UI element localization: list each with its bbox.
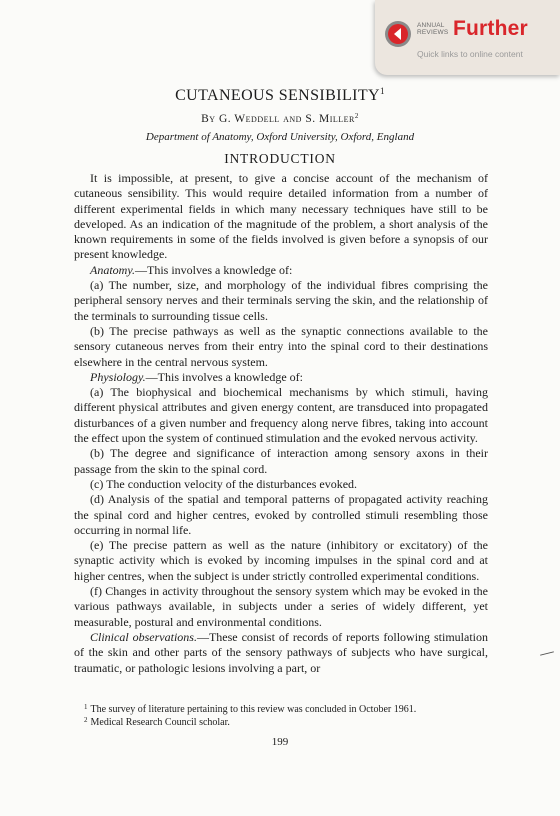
paragraph: (a) The biophysical and biochemical mechanisms by which stimuli, having different physical attributes and given energy content, are transduced into propagated disturbances of a given number and frequency along nerve fibres, taking into account the effect upon the system of continued stimulation and the evoked nervous activity. xyxy=(74,385,488,446)
badge-further-label: Further xyxy=(453,17,528,40)
annual-reviews-logo-icon xyxy=(384,20,412,48)
badge-subtitle: Quick links to online content xyxy=(417,49,523,59)
further-badge-link[interactable] xyxy=(375,0,560,75)
paragraph: Clinical observations.—These consist of records of reports following stimulation of the skin and other parts of the sensory pathways of subjects who have surgical, traumatic, or pathologic lesions involving a part, or xyxy=(74,629,489,675)
paragraph: (b) The degree and significance of interaction among sensory axons in their passage from the skin to the spinal cord. xyxy=(74,446,488,476)
article-title: CUTANEOUS SENSIBILITY$^1$ xyxy=(175,86,385,104)
margin-pen-mark xyxy=(540,651,554,655)
paragraph: (f) Changes in activity throughout the sensory system which may be evoked in the various pathways available, in subjects under a series of widely different, yet measurable, postural and environmental conditions. xyxy=(74,584,488,629)
paragraph: It is impossible, at present, to give a concise account of the mechanism of cutaneous sensibility. This would require detailed information from a number of different experimental fields in which many necessary techniques have still to be developed. As an indication of the magnitude of the problem, a short analysis of the known requirements in some of the fields involved is given before a synopsis of our present knowledge. xyxy=(74,171,488,262)
paragraph: Anatomy.—This involves a knowledge of: xyxy=(90,262,293,277)
affiliation: Department of Anatomy, Oxford University, Oxford, England xyxy=(145,131,415,143)
section-heading: INTRODUCTION xyxy=(224,151,336,166)
footnote: $^1$ The survey of literature pertaining to this review was concluded in October 1961. xyxy=(84,703,417,715)
paragraph: (e) The precise pattern as well as the nature (inhibitory or excitatory) of the synaptic activity which is evoked by incoming impulses in the spinal cord and at higher centres, when the subject is under strictly controlled experimental conditions. xyxy=(74,538,488,583)
article-body xyxy=(74,171,488,676)
paragraph: (b) The precise pathways as well as the synaptic connections available to the sensory cutaneous nerves from their entry into the spinal cord to their destinations elsewhere in the central nervous system. xyxy=(74,323,488,369)
paragraph: (a) The number, size, and morphology of the individual fibres comprising the peripheral sensory nerves and their terminals serving the skin, and the relationship of the terminals to surrounding tissue cells. xyxy=(74,278,488,323)
page-number: 199 xyxy=(271,736,289,748)
author-line: By G. Weddell and S. Miller$^2$ xyxy=(201,112,359,125)
paragraph: (c) The conduction velocity of the disturbances evoked. xyxy=(90,476,358,491)
paragraph: (d) Analysis of the spatial and temporal patterns of propagated activity reaching the spinal cord and higher centres, evoked by controlled stimuli resembling those occurring in normal life. xyxy=(74,492,488,537)
badge-small-text: ANNUAL REVIEWS xyxy=(417,22,449,36)
paragraph: Physiology.—This involves a knowledge of: xyxy=(90,369,303,384)
footnote: $^2$ Medical Research Council scholar. xyxy=(84,716,230,728)
